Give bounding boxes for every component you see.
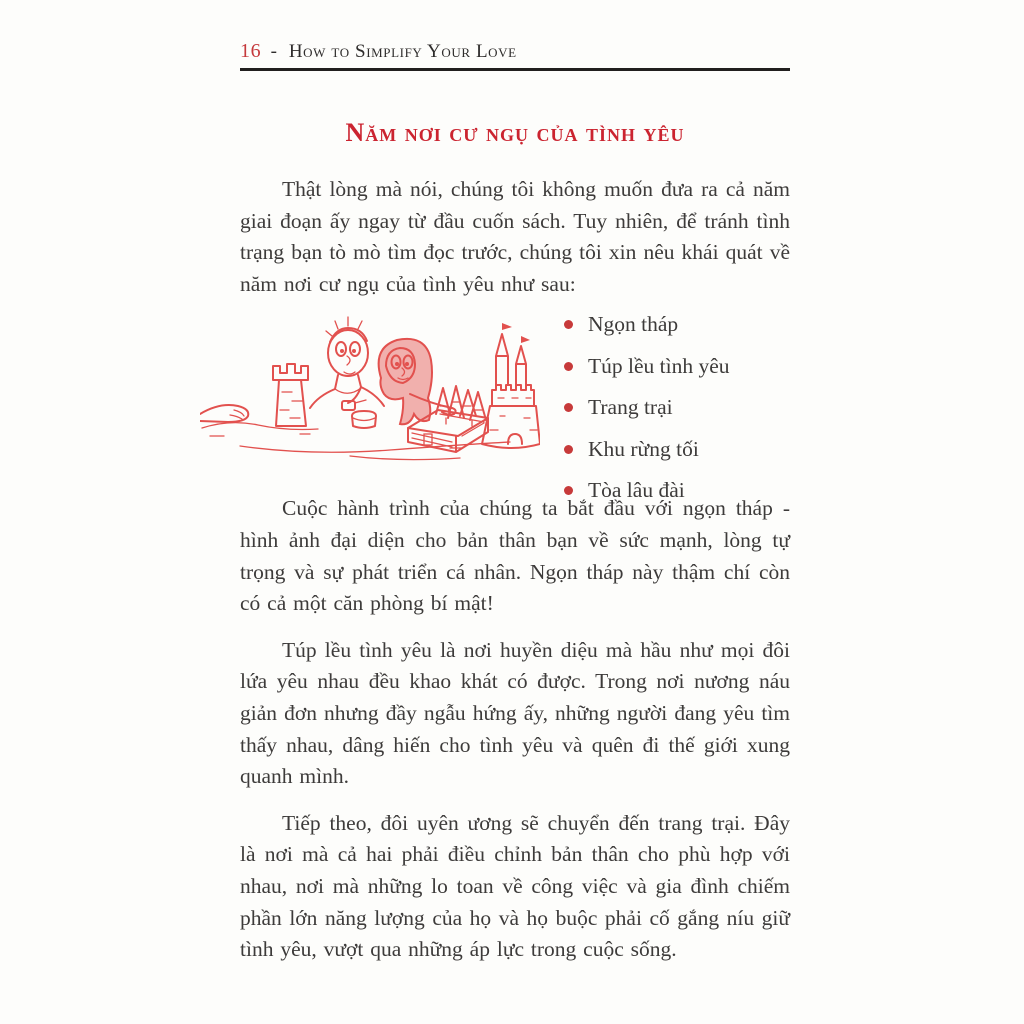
body-paragraph: Tiếp theo, đôi uyên ương sẽ chuyển đến trang trại. Đây là nơi mà cả hai phải điều chỉnh bản thân cho phù hợp với nhau, nơi mà những lo toan về công việc và gia đình chiếm phần lớn năng lượng của họ và họ buộc phải cố gắng níu giữ tình yêu, vượt qua những áp lực trong cuộc sống. bbox=[240, 810, 790, 962]
bullet-dot-icon bbox=[564, 320, 573, 329]
castle-drawing bbox=[482, 323, 540, 448]
bullet-dot-icon bbox=[564, 403, 573, 412]
list-item-label: Ngọn tháp bbox=[588, 312, 679, 337]
illustration-and-list-row bbox=[240, 306, 790, 503]
intro-paragraph: Thật lòng mà nói, chúng tôi không muốn đưa ra cả năm giai đoạn ấy ngay từ đầu cuốn sách. Tuy nhiên, để tránh tình trạng bạn tò mò tìm đọc trước, chúng tôi xin nêu khái quát về năm nơi cư ngụ của tình yêu như sau: bbox=[240, 177, 790, 296]
body-paragraph: Cuộc hành trình của chúng ta bắt đầu với ngọn tháp - hình ảnh đại diện cho bản thân bạn về sức mạnh, lòng tự trọng và sự phát triển cá nhân. Ngọn tháp này thậm chí còn có cả một căn phòng bí mật! bbox=[240, 496, 790, 616]
ground-drawing bbox=[202, 423, 510, 460]
header-rule bbox=[240, 68, 790, 71]
header-separator: - bbox=[270, 41, 278, 62]
book-title: How to Simplify Your Love bbox=[288, 41, 517, 62]
page-content bbox=[240, 0, 790, 966]
man-drawing bbox=[310, 317, 384, 410]
list-item-label: Túp lều tình yêu bbox=[588, 353, 730, 378]
cake-drawing bbox=[352, 411, 376, 428]
chapter-heading: Năm nơi cư ngụ của tình yêu bbox=[345, 118, 685, 147]
arm-drawing bbox=[200, 405, 248, 422]
page-number: 16 bbox=[240, 40, 262, 62]
bullet-dot-icon bbox=[564, 445, 573, 454]
list-item-label: Trang trại bbox=[588, 395, 673, 420]
list-item bbox=[564, 395, 730, 420]
couple-miniatures-illustration bbox=[200, 306, 540, 466]
list-item bbox=[564, 354, 730, 379]
list-item bbox=[564, 312, 730, 337]
body-paragraph: Túp lều tình yêu là nơi huyền diệu mà hầu như mọi đôi lứa yêu nhau đều khao khát có được. Trong nơi nương náu giản đơn nhưng đầy ngẫu hứng ấy, những người đang yêu tìm thấy nhau, dâng hiến cho tình yêu và quên đi thế giới xung quanh mình. bbox=[240, 637, 790, 789]
bullet-dot-icon bbox=[564, 362, 573, 371]
running-head bbox=[240, 0, 790, 63]
list-item-label: Khu rừng tối bbox=[588, 436, 699, 461]
tower-drawing bbox=[273, 364, 308, 426]
dwellings-list bbox=[564, 312, 730, 520]
page-header bbox=[240, 0, 790, 71]
list-item bbox=[564, 437, 730, 462]
list-item-label: Tòa lâu đài bbox=[588, 478, 685, 503]
forest-drawing bbox=[436, 386, 486, 426]
